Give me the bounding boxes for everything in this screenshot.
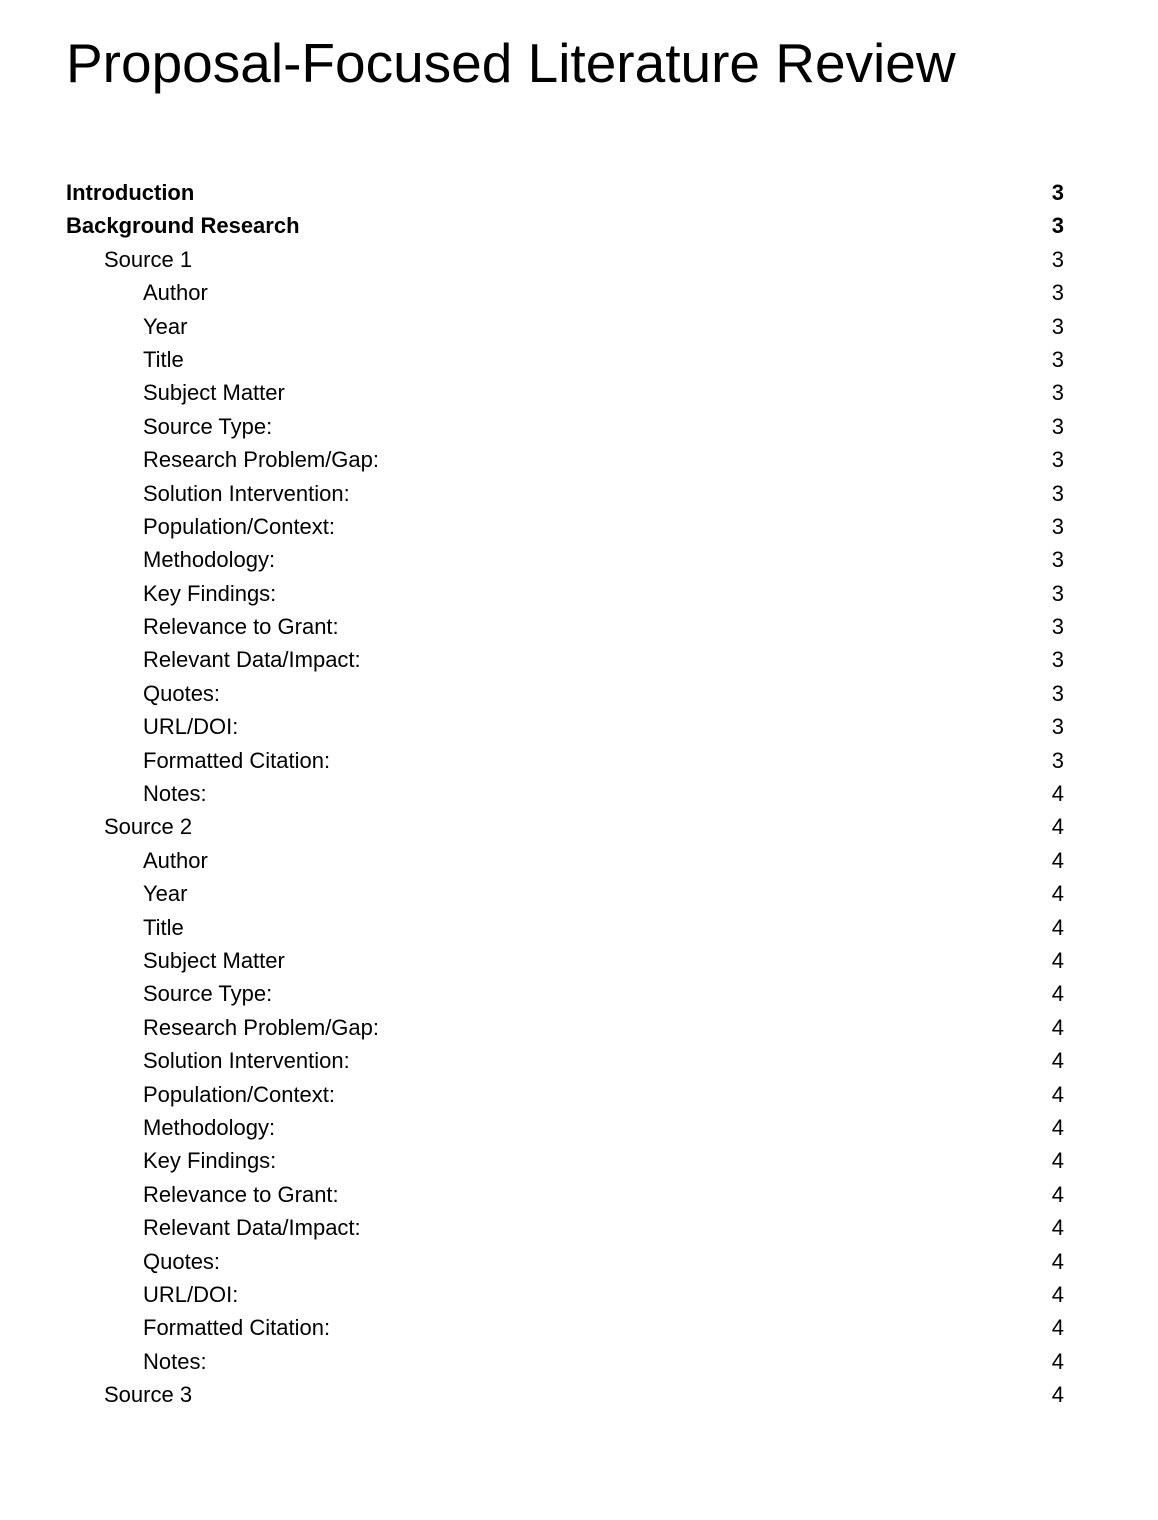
toc-entry[interactable] — [66, 1011, 1064, 1044]
toc-entry-page-number: 3 — [1051, 180, 1064, 205]
toc-entry[interactable] — [66, 744, 1064, 777]
toc-entry-label: Quotes: — [143, 1248, 221, 1274]
toc-entry-label: Year — [143, 313, 188, 339]
toc-entry-label: Notes: — [143, 1348, 207, 1374]
toc-entry[interactable] — [66, 877, 1064, 910]
toc-entry-label: Source Type: — [143, 413, 273, 439]
toc-entry[interactable] — [66, 1044, 1064, 1077]
toc-entry-page-number: 3 — [1051, 246, 1064, 272]
toc-entry[interactable] — [66, 1211, 1064, 1244]
toc-entry-page-number: 3 — [1051, 480, 1064, 506]
toc-entry[interactable] — [66, 610, 1064, 643]
toc-entry-label: Methodology: — [143, 547, 276, 573]
toc-entry[interactable] — [66, 810, 1064, 843]
toc-entry-page-number: 3 — [1051, 680, 1064, 706]
toc-entry[interactable] — [66, 1378, 1064, 1411]
toc-entry-label: Key Findings: — [143, 1148, 277, 1174]
toc-entry-label: Population/Context: — [143, 513, 336, 539]
toc-entry-label: Author — [143, 847, 208, 873]
toc-entry[interactable] — [66, 1278, 1064, 1311]
toc-entry-label: Solution Intervention: — [143, 480, 350, 506]
toc-entry-label: Author — [143, 280, 208, 306]
toc-entry-label: Source Type: — [143, 981, 273, 1007]
toc-entry[interactable] — [66, 510, 1064, 543]
toc-entry-label: Source 2 — [104, 814, 193, 840]
toc-entry-page-number: 4 — [1051, 1081, 1064, 1107]
toc-entry[interactable] — [66, 844, 1064, 877]
toc-entry-label: Source 3 — [104, 1382, 193, 1408]
toc-entry-page-number: 4 — [1051, 1315, 1064, 1341]
toc-entry-label: Relevance to Grant: — [143, 614, 339, 640]
toc-entry-page-number: 4 — [1051, 1114, 1064, 1140]
toc-entry-label: Subject Matter — [143, 380, 285, 406]
toc-entry[interactable] — [66, 1245, 1064, 1278]
toc-entry-label: Title — [143, 914, 184, 940]
toc-entry-label: Research Problem/Gap: — [143, 1014, 379, 1040]
toc-entry-label: Methodology: — [143, 1114, 276, 1140]
toc-entry-page-number: 4 — [1051, 1014, 1064, 1040]
toc-entry-label: URL/DOI: — [143, 714, 239, 740]
toc-entry[interactable] — [66, 911, 1064, 944]
toc-entry[interactable] — [66, 1311, 1064, 1344]
toc-entry-label: Source 1 — [104, 246, 193, 272]
toc-entry[interactable] — [66, 343, 1064, 376]
toc-entry[interactable] — [66, 1144, 1064, 1177]
toc-entry-label: Relevant Data/Impact: — [143, 647, 361, 673]
toc-entry[interactable] — [66, 677, 1064, 710]
toc-entry-page-number: 4 — [1051, 947, 1064, 973]
toc-entry-page-number: 4 — [1051, 1348, 1064, 1374]
toc-entry-label: Population/Context: — [143, 1081, 336, 1107]
toc-entry-label: Solution Intervention: — [143, 1048, 350, 1074]
toc-entry-page-number: 3 — [1051, 313, 1064, 339]
toc-entry[interactable] — [66, 577, 1064, 610]
toc-entry-page-number: 4 — [1051, 781, 1064, 807]
toc-entry-label: Quotes: — [143, 680, 221, 706]
toc-entry-label: Research Problem/Gap: — [143, 447, 379, 473]
toc-entry-label: Relevant Data/Impact: — [143, 1215, 361, 1241]
document-title: Proposal-Focused Literature Review — [66, 32, 956, 94]
toc-entry[interactable] — [66, 1345, 1064, 1378]
toc-entry-label: Key Findings: — [143, 580, 277, 606]
toc-entry-page-number: 3 — [1051, 280, 1064, 306]
toc-entry-page-number: 3 — [1051, 413, 1064, 439]
toc-entry-page-number: 4 — [1051, 814, 1064, 840]
toc-entry-page-number: 3 — [1051, 213, 1064, 239]
toc-entry-label: Introduction — [66, 180, 195, 205]
toc-entry-label: Notes: — [143, 781, 207, 807]
toc-entry-page-number: 4 — [1051, 847, 1064, 873]
toc-entry-page-number: 3 — [1051, 547, 1064, 573]
toc-entry-page-number: 4 — [1051, 1248, 1064, 1274]
toc-entry-page-number: 3 — [1051, 447, 1064, 473]
toc-entry[interactable] — [66, 944, 1064, 977]
table-of-contents — [66, 176, 1064, 1411]
toc-entry-label: Subject Matter — [143, 947, 285, 973]
toc-entry-page-number: 3 — [1051, 647, 1064, 673]
toc-entry[interactable] — [66, 710, 1064, 743]
toc-entry-page-number: 3 — [1051, 346, 1064, 372]
toc-entry-page-number: 3 — [1051, 580, 1064, 606]
toc-entry-page-number: 3 — [1051, 513, 1064, 539]
toc-entry[interactable] — [66, 977, 1064, 1010]
toc-entry[interactable] — [66, 1111, 1064, 1144]
toc-entry-label: Formatted Citation: — [143, 1315, 331, 1341]
toc-entry-page-number: 3 — [1051, 380, 1064, 406]
toc-entry-page-number: 4 — [1051, 1181, 1064, 1207]
toc-entry[interactable] — [66, 1078, 1064, 1111]
toc-entry-page-number: 4 — [1051, 1048, 1064, 1074]
toc-entry[interactable] — [66, 243, 1064, 276]
toc-entry-page-number: 3 — [1051, 714, 1064, 740]
toc-entry-label: Relevance to Grant: — [143, 1181, 339, 1207]
toc-entry[interactable] — [66, 376, 1064, 409]
toc-entry[interactable] — [66, 443, 1064, 476]
toc-entry[interactable] — [66, 176, 1064, 209]
toc-entry[interactable] — [66, 209, 1064, 242]
toc-entry-page-number: 4 — [1051, 881, 1064, 907]
toc-entry-page-number: 4 — [1051, 981, 1064, 1007]
toc-entry-label: Title — [143, 346, 184, 372]
toc-entry[interactable] — [66, 276, 1064, 309]
toc-entry-label: Formatted Citation: — [143, 747, 331, 773]
toc-entry[interactable] — [66, 543, 1064, 576]
toc-entry-page-number: 4 — [1051, 1215, 1064, 1241]
toc-entry-page-number: 4 — [1051, 1281, 1064, 1307]
toc-entry[interactable] — [66, 477, 1064, 510]
toc-entry-label: URL/DOI: — [143, 1281, 239, 1307]
toc-entry-page-number: 4 — [1051, 914, 1064, 940]
toc-entry[interactable] — [66, 643, 1064, 676]
toc-entry[interactable] — [66, 1178, 1064, 1211]
toc-entry-page-number: 4 — [1051, 1382, 1064, 1408]
toc-entry[interactable] — [66, 410, 1064, 443]
toc-entry-label: Year — [143, 881, 188, 907]
toc-entry-label: Background Research — [66, 213, 300, 239]
toc-entry-page-number: 3 — [1051, 747, 1064, 773]
toc-entry-page-number: 4 — [1051, 1148, 1064, 1174]
toc-entry[interactable] — [66, 310, 1064, 343]
toc-entry-page-number: 3 — [1051, 614, 1064, 640]
toc-entry[interactable] — [66, 777, 1064, 810]
